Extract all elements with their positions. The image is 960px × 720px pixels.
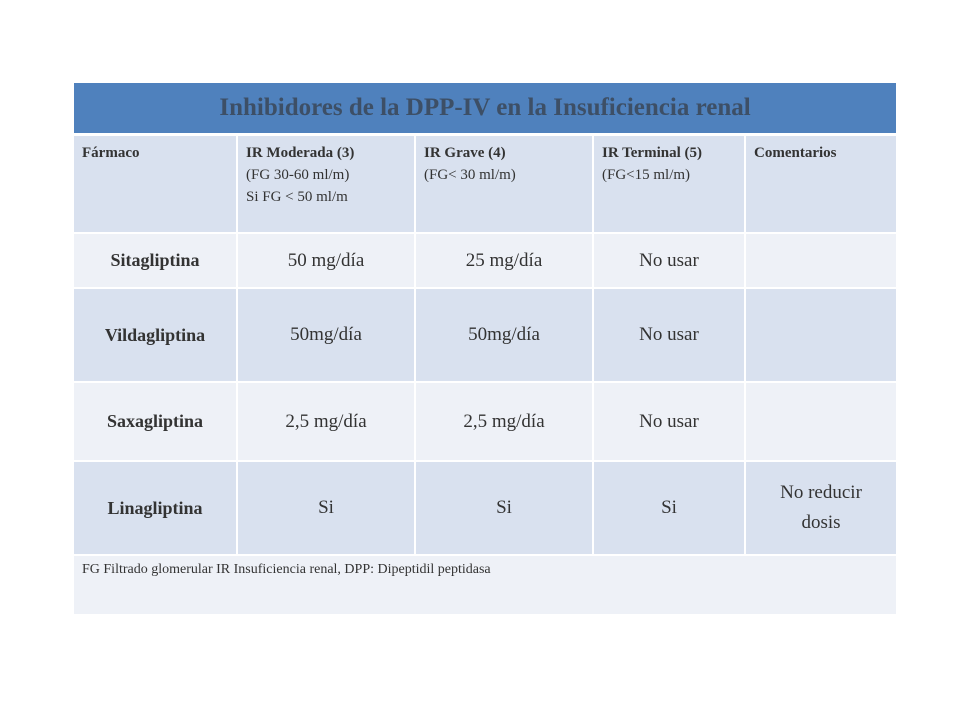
terminal-dose: No usar [593, 382, 745, 461]
terminal-dose: No usar [593, 288, 745, 382]
drug-name: Sitagliptina [73, 233, 237, 288]
dpp4-renal-table [72, 81, 898, 616]
grave-dose: Si [415, 461, 593, 555]
header-ir-grave-line: (FG< 30 ml/m) [424, 167, 516, 183]
table-footnote: FG Filtrado glomerular IR Insuficiencia renal, DPP: Dipeptidil peptidasa [73, 555, 897, 615]
table-row [73, 288, 897, 382]
comment-cell [745, 382, 897, 461]
header-comentarios [745, 135, 897, 234]
header-ir-moderada-line: Si FG < 50 ml/m [246, 189, 348, 205]
table-row [73, 233, 897, 288]
header-ir-terminal-label: IR Terminal (5) [602, 145, 703, 161]
comment-cell [745, 288, 897, 382]
comment-cell [745, 461, 897, 555]
grave-dose: 25 mg/día [415, 233, 593, 288]
moderate-dose: 50 mg/día [237, 233, 415, 288]
drug-name: Vildagliptina [73, 288, 237, 382]
header-ir-terminal [593, 135, 745, 234]
header-ir-moderada-line: (FG 30-60 ml/m) [246, 167, 350, 183]
terminal-dose: Si [593, 461, 745, 555]
drug-name: Linagliptina [73, 461, 237, 555]
header-ir-grave-label: IR Grave (4) [424, 145, 506, 161]
table-title: Inhibidores de la DPP-IV en la Insuficiencia renal [73, 82, 897, 135]
header-farmaco [73, 135, 237, 234]
header-ir-moderada-label: IR Moderada (3) [246, 145, 355, 161]
comment-line: dosis [801, 512, 841, 533]
terminal-dose: No usar [593, 233, 745, 288]
grave-dose: 2,5 mg/día [415, 382, 593, 461]
comment-cell [745, 233, 897, 288]
table-row [73, 461, 897, 555]
header-ir-grave [415, 135, 593, 234]
header-farmaco-label: Fármaco [82, 145, 140, 161]
grave-dose: 50mg/día [415, 288, 593, 382]
table-row [73, 382, 897, 461]
header-comentarios-label: Comentarios [754, 145, 837, 161]
moderate-dose: Si [237, 461, 415, 555]
comment-line: No reducir [780, 482, 862, 503]
header-ir-terminal-line: (FG<15 ml/m) [602, 167, 691, 183]
header-ir-moderada [237, 135, 415, 234]
drug-name: Saxagliptina [73, 382, 237, 461]
moderate-dose: 2,5 mg/día [237, 382, 415, 461]
moderate-dose: 50mg/día [237, 288, 415, 382]
